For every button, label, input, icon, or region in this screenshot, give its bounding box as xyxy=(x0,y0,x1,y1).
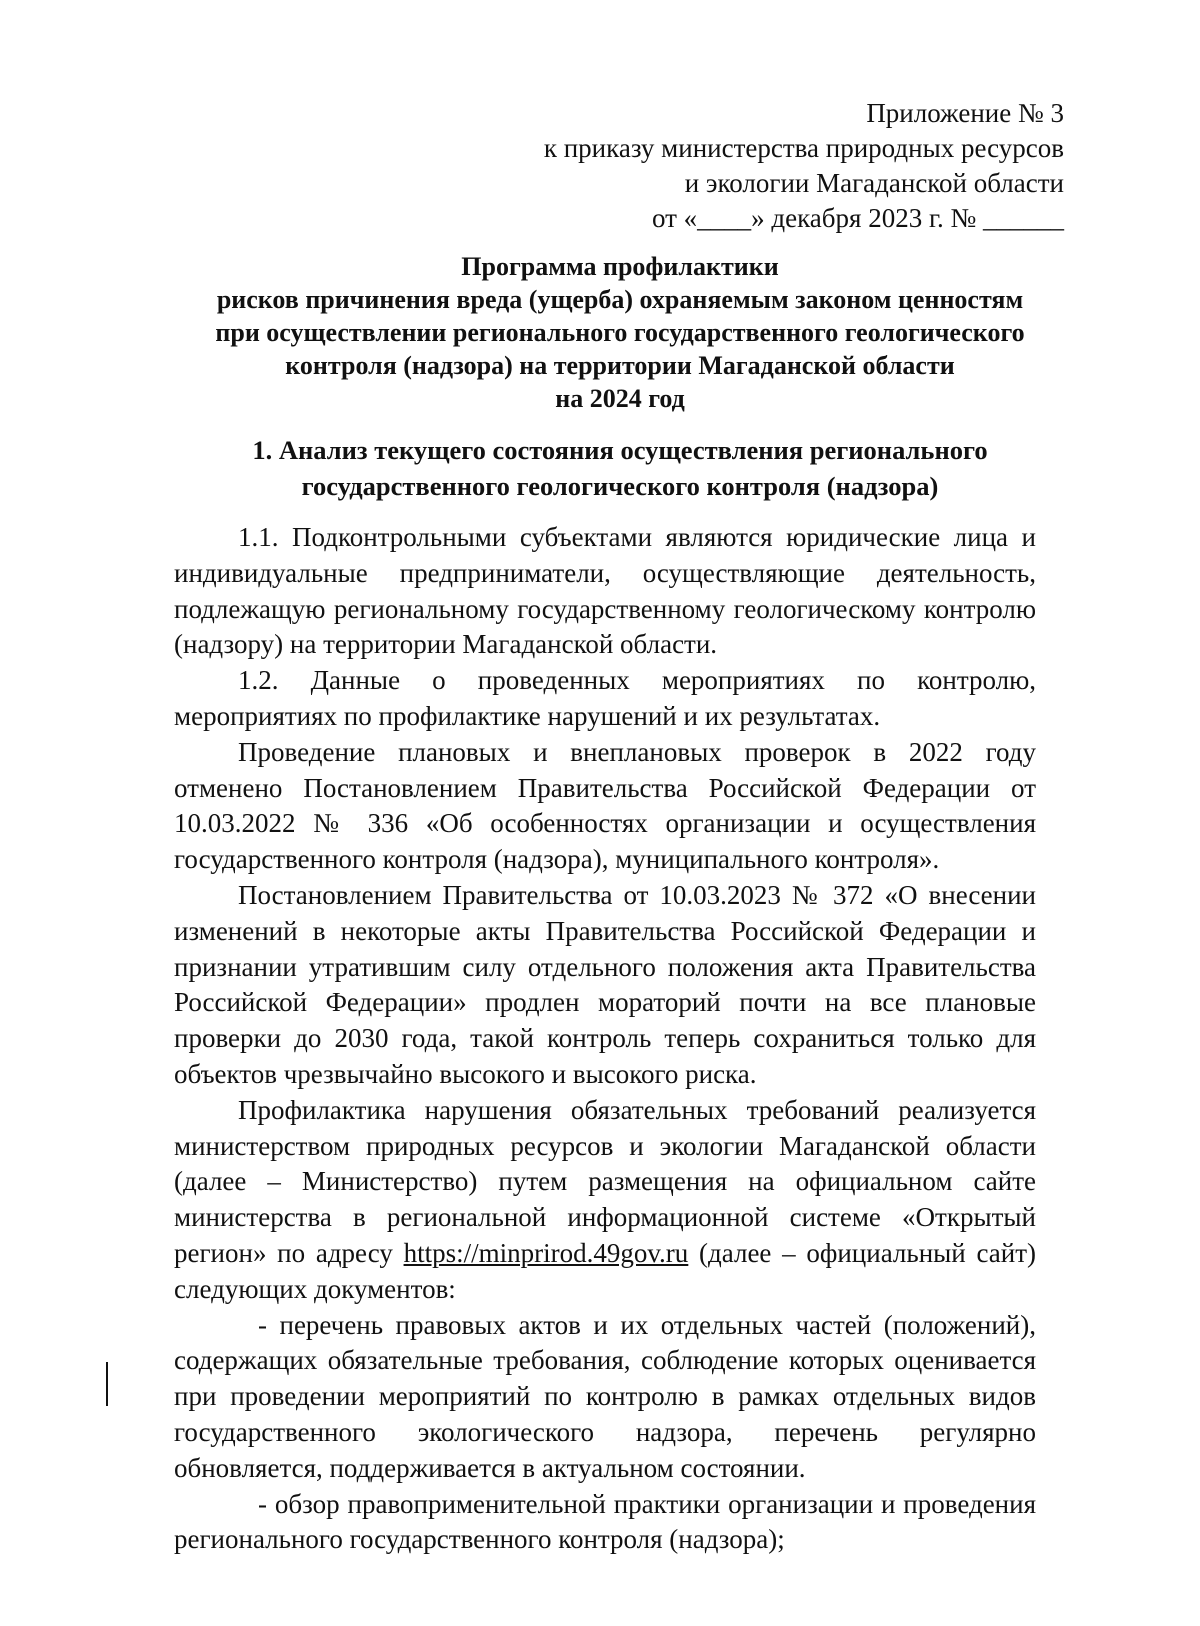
title-line-5: на 2024 год xyxy=(555,384,685,413)
section-heading-line-1: 1. Анализ текущего состояния осуществления регионального xyxy=(252,435,988,465)
paragraph-1-2: 1.2. Данные о проведенных мероприятиях по контролю, мероприятиях по профилактике нарушений и их результатах. xyxy=(174,665,1036,731)
appendix-ministry: и экологии Магаданской области xyxy=(684,168,1064,198)
section-heading-line-2: государственного геологического контроля (надзора) xyxy=(301,471,939,501)
appendix-header xyxy=(544,96,1064,236)
document-title xyxy=(150,250,1090,415)
prevention-text-end: (далее – официальный сайт) следующих документов: xyxy=(174,1237,1036,1304)
margin-change-bar xyxy=(106,1362,108,1406)
title-line-3: при осуществлении регионального государственного геологического xyxy=(215,318,1025,347)
title-line-2: рисков причинения вреда (ущерба) охраняемым законом ценностям xyxy=(216,285,1024,314)
title-line-1: Программа профилактики xyxy=(461,252,779,281)
paragraph-checks-cancelled: Проведение плановых и внеплановых проверок в 2022 году отменено Постановлением Правительства Российской Федерации от 10.03.2022 № 336 «Об особенностях организации и осуществления государственного контроля (надзора), муниципального контроля». xyxy=(174,736,1036,875)
appendix-order-ref: к приказу министерства природных ресурсов xyxy=(543,133,1064,163)
list-item-legal-acts: - перечень правовых актов и их отдельных частей (положений), содержащих обязательные требования, соблюдение которых оценивается при проведении мероприятий по контролю в рамках отдельных видов государственного экологического надзора, перечень регулярно обновляется, поддерживается в актуальном состоянии. xyxy=(174,1309,1036,1483)
paragraph-prevention xyxy=(174,1093,1036,1308)
section-heading xyxy=(150,432,1090,504)
list-item-practice-review: - обзор правоприменительной практики организации и проведения регионального государственного контроля (надзора); xyxy=(174,1488,1036,1555)
paragraph-1-1: 1.1. Подконтрольными субъектами являются юридические лица и индивидуальные предприниматели, осуществляющие деятельность, подлежащую региональному государственному геологическому контролю (надзору) на территории Магаданской области. xyxy=(174,522,1036,660)
ministry-website-link[interactable]: https://minprirod.49gov.ru xyxy=(403,1237,689,1268)
paragraph-moratorium: Постановлением Правительства от 10.03.2023 № 372 «О внесении изменений в некоторые акты Правительства Российской Федерации и признании утратившим силу отдельного положения акта Правительства Российской Федерации» продлен мораторий почти на все плановые проверки до 2030 года, такой контроль теперь сохраниться только для объектов чрезвычайно высокого и высокого риска. xyxy=(174,879,1036,1089)
body-text xyxy=(174,520,1036,1558)
prevention-text-start: Профилактика нарушения обязательных требований реализуется министерством природных ресурсов и экологии Магаданской области (далее – Министерство) путем размещения на официальном сайте министерства в региональной информационной системе «Открытый регион» по адресу xyxy=(174,1094,1036,1268)
appendix-date: от «____» декабря 2023 г. № ______ xyxy=(651,203,1064,233)
appendix-number: Приложение № 3 xyxy=(866,98,1064,128)
title-line-4: контроля (надзора) на территории Магаданской области xyxy=(285,351,955,380)
